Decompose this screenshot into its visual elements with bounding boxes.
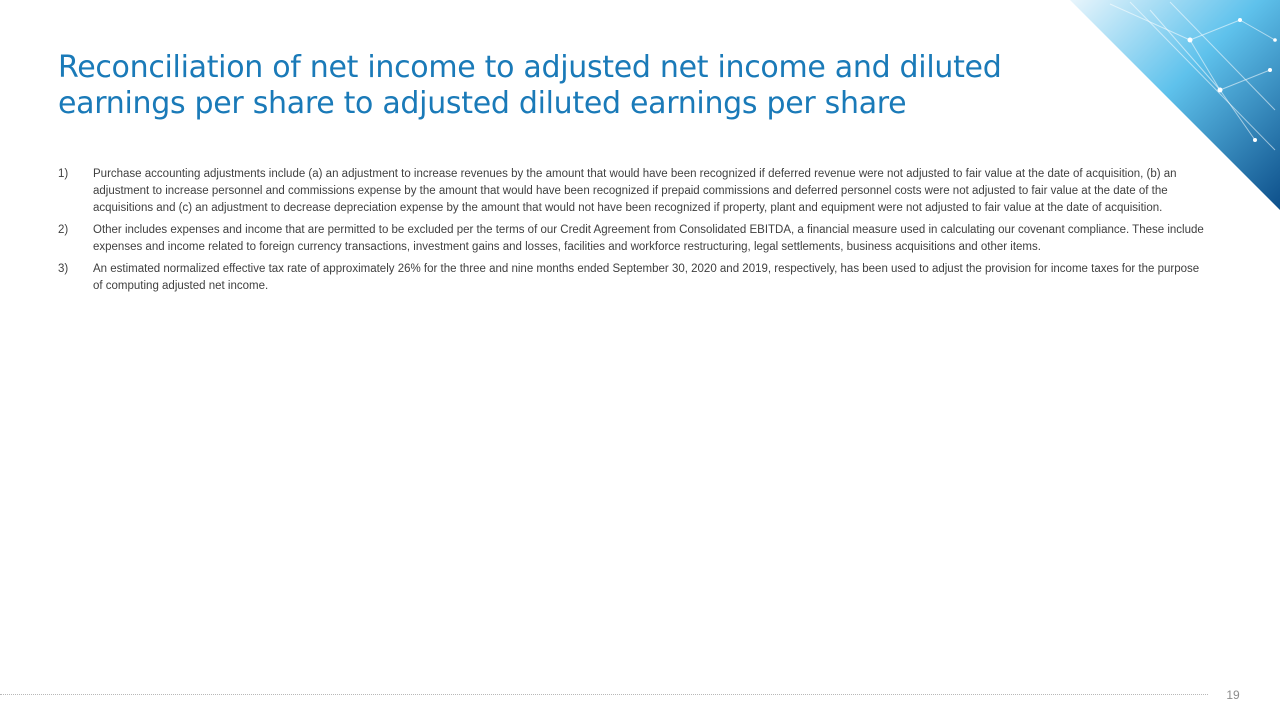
footnote-number: 2): [58, 224, 69, 236]
footnote-number: 1): [58, 168, 69, 180]
footnote-number: 3): [58, 263, 69, 275]
footnote-text: Purchase accounting adjustments include (a) an adjustment to increase revenues by the amount that would have been recognized if deferred revenue were not adjusted to fair value at the date of acquisition, (b) an adjustment to increase personnel and commissions expense by the amount that would have been recognized if prepaid commissions and deferred personnel costs were not adjusted to fair value at the date of the acquisitions and (c) an adjustment to decrease depreciation expense by the amount that would not have been recognized if property, plant and equipment were not adjusted to fair value at the date of acquisition.: [93, 168, 1177, 214]
page-number: 19: [1226, 688, 1240, 702]
footnote-item: [58, 222, 1208, 256]
footer-divider: [0, 694, 1208, 695]
footnote-text: An estimated normalized effective tax rate of approximately 26% for the three and nine months ended September 30, 2020 and 2019, respectively, has been used to adjust the provision for income taxes for the purpose of computing adjusted net income.: [93, 263, 1200, 292]
footnote-text: Other includes expenses and income that are permitted to be excluded per the terms of our Credit Agreement from Consolidated EBITDA, a financial measure used in calculating our covenant compliance. These include expenses and income related to foreign currency transactions, investment gains and losses, facilities and workforce restructuring, legal settlements, business acquisitions and other items.: [93, 224, 1204, 253]
footnote-item: [58, 261, 1208, 295]
slide-title: Reconciliation of net income to adjusted net income and diluted earnings per share to adjusted diluted earnings per share: [58, 50, 1002, 121]
footnotes-list: [58, 166, 1208, 300]
footnote-item: [58, 166, 1208, 217]
